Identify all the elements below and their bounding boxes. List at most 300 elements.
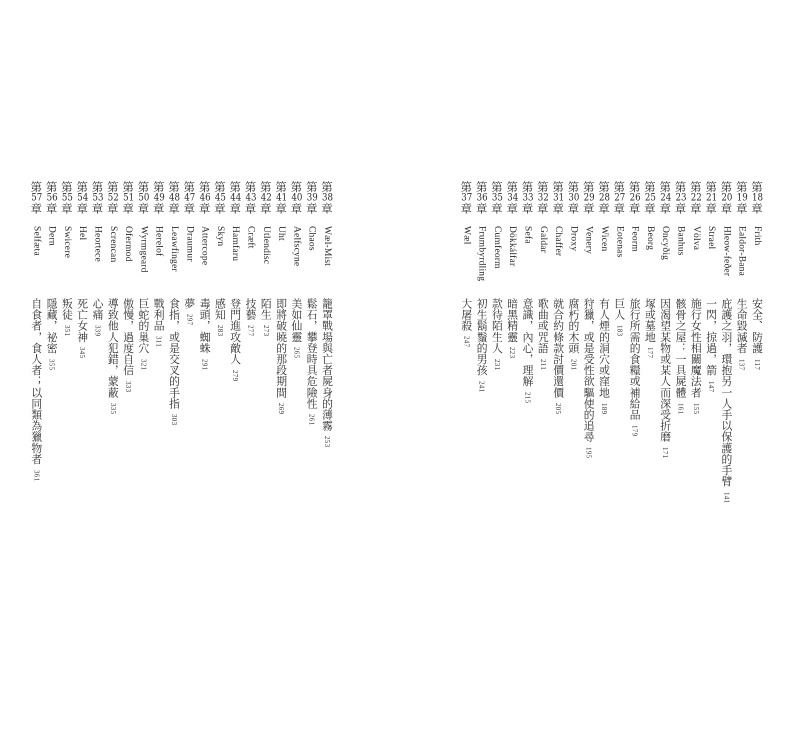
toc-entry	[475, 0, 489, 744]
chapter-gloss: 自食者，食人者；以同類為獵物者	[30, 298, 44, 465]
toc-entry	[167, 0, 181, 744]
chapter-prefix: 第	[688, 181, 703, 193]
chapter-line	[566, 298, 580, 370]
chapter-line	[274, 298, 288, 414]
chapter-gloss: 生命毀滅者	[735, 298, 749, 354]
chapter-prefix: 第	[44, 181, 59, 193]
chapter-number	[213, 181, 227, 214]
chapter-prefix: 第	[704, 181, 719, 193]
toc-entry	[136, 0, 150, 744]
chapter-digits: 45	[214, 192, 226, 203]
chapter-prefix: 第	[182, 181, 197, 193]
chapter-line	[244, 298, 258, 337]
chapter-suffix: 章	[581, 202, 596, 214]
chapter-line	[91, 298, 105, 337]
chapter-title: Chaffer	[553, 226, 564, 257]
chapter-number	[121, 181, 135, 214]
chapter-title: Beorg	[644, 226, 655, 251]
chapter-digits: 18	[752, 192, 763, 203]
chapter-line	[259, 298, 273, 337]
chapter-title: Swicere	[61, 226, 72, 258]
chapter-line	[75, 298, 89, 359]
chapter-digits: 36	[476, 192, 488, 203]
chapter-suffix: 章	[673, 202, 688, 214]
chapter-gloss: 大屠殺	[460, 298, 474, 332]
chapter-digits: 55	[61, 192, 73, 203]
chapter-suffix: 章	[566, 202, 581, 214]
chapter-prefix: 第	[459, 181, 474, 193]
chapter-number	[704, 181, 718, 214]
chapter-line	[612, 298, 626, 337]
chapter-gloss: 心痛	[91, 298, 105, 321]
chapter-line	[228, 298, 242, 381]
toc-entry	[29, 0, 43, 744]
chapter-prefix: 第	[258, 181, 273, 193]
chapter-digits: 22	[690, 192, 702, 203]
toc-entry	[735, 0, 749, 744]
chapter-gloss: 施行女性相關魔法者	[689, 298, 703, 398]
toc-entry	[182, 0, 196, 744]
chapter-suffix: 章	[258, 202, 273, 214]
chapter-line	[121, 298, 135, 392]
chapter-suffix: 章	[29, 202, 44, 214]
chapter-suffix: 章	[520, 202, 535, 214]
toc-entry	[75, 0, 89, 744]
chapter-digits: 35	[491, 192, 503, 203]
chapter-gloss: 巨蛇的巢穴	[137, 298, 151, 354]
chapter-suffix: 章	[243, 202, 258, 214]
chapter-suffix: 章	[719, 202, 734, 214]
chapter-number	[475, 181, 489, 214]
chapter-digits: 19	[736, 192, 748, 203]
chapter-line	[505, 298, 519, 359]
toc-entry	[121, 0, 135, 744]
toc-entry	[582, 0, 596, 744]
chapter-suffix: 章	[90, 202, 105, 214]
chapter-title: Hel	[77, 226, 88, 241]
chapter-suffix: 章	[151, 202, 166, 214]
page-number: 279	[231, 369, 240, 382]
chapter-suffix: 章	[136, 202, 151, 214]
chapter-gloss: 技藝	[244, 298, 258, 321]
page-number: 361	[32, 469, 41, 481]
chapter-gloss: 歌曲或咒語	[536, 298, 550, 354]
chapter-title: Chaos	[306, 226, 317, 251]
chapter-digits: 24	[660, 192, 672, 203]
chapter-gloss: 塚或墓地	[643, 298, 657, 343]
chapter-digits: 47	[184, 192, 196, 203]
toc-entry	[289, 0, 303, 744]
chapter-number	[152, 181, 166, 214]
toc-entry	[750, 0, 764, 744]
chapter-suffix: 章	[688, 202, 703, 214]
chapter-suffix: 章	[75, 202, 90, 214]
chapter-digits: 53	[92, 192, 104, 203]
chapter-prefix: 第	[289, 181, 304, 193]
chapter-line	[152, 298, 166, 347]
chapter-gloss: 籠罩戰場與亡者屍身的薄霧	[321, 298, 334, 432]
chapter-number	[182, 181, 196, 214]
chapter-title: Hamfaru	[230, 226, 241, 262]
chapter-title: Frumbyrdling	[476, 226, 487, 282]
chapter-prefix: 第	[719, 181, 734, 193]
toc-entry	[213, 0, 227, 744]
chapter-digits: 27	[614, 192, 626, 203]
chapter-number	[674, 181, 688, 214]
chapter-number	[551, 181, 565, 214]
chapter-digits: 38	[322, 192, 333, 203]
chapter-number	[136, 181, 150, 214]
toc-entry	[551, 0, 565, 744]
chapter-line	[674, 298, 688, 414]
chapter-prefix: 第	[304, 181, 319, 193]
chapter-title: Wæl	[461, 226, 472, 245]
page-number: 303	[170, 414, 178, 426]
chapter-gloss: 一閃，掠過，箭	[705, 298, 719, 376]
chapter-line	[597, 298, 611, 414]
chapter-digits: 37	[461, 192, 473, 203]
toc-entry	[658, 0, 672, 744]
page-number: 355	[47, 358, 56, 370]
chapter-prefix: 第	[750, 181, 764, 193]
chapter-number	[582, 181, 596, 214]
toc-entry	[459, 0, 473, 744]
right-page	[400, 0, 800, 744]
chapter-number	[566, 181, 580, 214]
chapter-gloss: 初生鬍鬚的男孩	[475, 298, 489, 376]
chapter-suffix: 章	[704, 202, 719, 214]
chapter-digits: 56	[46, 192, 58, 203]
toc-entry	[320, 0, 334, 744]
chapter-prefix: 第	[75, 181, 90, 193]
chapter-gloss: 腐朽的木頭	[567, 298, 581, 354]
chapter-title: Strael	[706, 226, 717, 250]
chapter-suffix: 章	[597, 202, 611, 214]
chapter-title: Frith	[752, 226, 762, 246]
chapter-prefix: 第	[29, 181, 44, 193]
toc-entry	[91, 0, 105, 744]
chapter-number	[75, 181, 89, 214]
chapter-line	[475, 298, 489, 392]
chapter-number	[628, 181, 642, 214]
chapter-gloss: 安全、防護	[751, 298, 764, 354]
chapter-line	[60, 298, 74, 337]
chapter-suffix: 章	[535, 202, 550, 214]
chapter-number	[597, 181, 611, 214]
chapter-suffix: 章	[274, 202, 289, 214]
chapter-digits: 52	[107, 192, 119, 203]
chapter-digits: 40	[291, 192, 303, 203]
chapter-prefix: 第	[228, 181, 243, 193]
chapter-title: Sefa	[522, 226, 533, 244]
chapter-title: Oncyðig	[660, 226, 671, 261]
chapter-gloss: 死亡女神	[76, 298, 90, 343]
chapter-line	[521, 298, 535, 403]
page-number: 265	[292, 347, 301, 359]
chapter-prefix: 第	[90, 181, 105, 193]
chapter-title: Wyrmgeard	[138, 226, 149, 273]
chapter-title: Leawfinger	[169, 226, 179, 272]
chapter-digits: 43	[245, 192, 257, 203]
chapter-title: Droxy	[568, 226, 579, 252]
chapter-line	[689, 298, 703, 414]
chapter-prefix: 第	[658, 181, 673, 193]
toc-entry	[152, 0, 166, 744]
chapter-prefix: 第	[551, 181, 566, 193]
chapter-line	[628, 298, 642, 437]
chapter-number	[198, 181, 212, 214]
chapter-prefix: 第	[167, 181, 181, 193]
chapter-line	[582, 298, 596, 459]
toc-entry	[106, 0, 120, 744]
chapter-digits: 21	[706, 192, 718, 203]
chapter-line	[182, 298, 196, 326]
chapter-suffix: 章	[459, 202, 474, 214]
page-number: 231	[492, 358, 501, 370]
chapter-number	[643, 181, 657, 214]
chapter-digits: 20	[721, 192, 733, 203]
chapter-suffix: 章	[505, 202, 520, 214]
chapter-suffix: 章	[642, 202, 657, 214]
chapter-gloss: 感知	[213, 298, 227, 321]
chapter-digits: 25	[644, 192, 656, 203]
chapter-digits: 39	[306, 192, 318, 203]
chapter-suffix: 章	[304, 202, 319, 214]
toc-entry	[244, 0, 258, 744]
chapter-suffix: 章	[658, 202, 673, 214]
chapter-line	[198, 298, 212, 370]
chapter-gloss: 因渴望某物或某人而深受折磨	[659, 298, 673, 443]
chapter-number	[719, 181, 733, 214]
chapter-prefix: 第	[197, 181, 212, 193]
chapter-line	[106, 298, 120, 414]
chapter-line	[320, 298, 334, 448]
page-number: 277	[246, 325, 255, 337]
chapter-title: Cumfeorm	[491, 226, 502, 269]
chapter-line	[459, 298, 473, 348]
chapter-title: Screncan	[107, 226, 118, 263]
chapter-gloss: 導致他人犯錯，蒙蔽	[106, 298, 120, 398]
chapter-suffix: 章	[489, 202, 504, 214]
chapter-line	[735, 298, 749, 370]
chapter-prefix: 第	[59, 181, 74, 193]
toc-entry	[674, 0, 688, 744]
chapter-suffix: 章	[59, 202, 74, 214]
toc-entry	[566, 0, 580, 744]
chapter-title: Banhus	[675, 226, 686, 256]
chapter-gloss: 意識，內心，理解	[521, 298, 535, 387]
page-number: 291	[200, 358, 209, 370]
page-number: 117	[753, 358, 761, 370]
chapter-digits: 31	[553, 192, 565, 203]
chapter-gloss: 夢	[183, 298, 197, 310]
chapter-number	[521, 181, 535, 214]
chapter-line	[719, 298, 733, 503]
chapter-number	[505, 181, 519, 214]
chapter-line	[551, 298, 565, 414]
chapter-suffix: 章	[212, 202, 227, 214]
chapter-number	[536, 181, 550, 214]
chapter-digits: 33	[522, 192, 534, 203]
chapter-gloss: 狩獵，或是受性欲驅使的追尋	[582, 298, 596, 443]
chapter-digits: 51	[123, 192, 135, 203]
chapter-suffix: 章	[551, 202, 566, 214]
page-number: 171	[661, 447, 670, 459]
chapter-gloss: 戰利品	[152, 298, 166, 332]
chapter-suffix: 章	[167, 202, 181, 214]
chapter-suffix: 章	[627, 202, 642, 214]
chapter-gloss: 美如仙靈	[290, 298, 304, 343]
chapter-number	[305, 181, 319, 214]
chapter-number	[259, 181, 273, 214]
chapter-digits: 57	[31, 192, 43, 203]
chapter-suffix: 章	[289, 202, 304, 214]
page-number: 311	[154, 336, 163, 348]
chapter-gloss: 款待陌生人	[490, 298, 504, 354]
chapter-line	[305, 298, 319, 425]
chapter-gloss: 食指，或是交叉的手指	[168, 298, 181, 409]
chapter-prefix: 第	[566, 181, 581, 193]
page-number: 141	[722, 491, 731, 504]
chapter-prefix: 第	[243, 181, 258, 193]
chapter-prefix: 第	[597, 181, 611, 193]
chapter-gloss: 隱藏，祕密	[45, 298, 59, 354]
toc-entry	[198, 0, 212, 744]
chapter-title: Venery	[583, 226, 594, 255]
chapter-title: Attercope	[199, 226, 210, 266]
page-number: 297	[185, 314, 194, 326]
chapter-number	[244, 181, 258, 214]
chapter-line	[658, 298, 672, 459]
chapter-number	[320, 181, 334, 214]
chapter-title: Galdar	[537, 226, 548, 254]
page-number: 201	[569, 358, 578, 370]
chapter-number	[612, 181, 626, 214]
chapter-digits: 32	[537, 192, 549, 203]
chapter-gloss: 巨人	[613, 298, 627, 321]
chapter-number	[689, 181, 703, 214]
toc-entry	[536, 0, 550, 744]
chapter-prefix: 第	[274, 181, 289, 193]
chapter-prefix: 第	[151, 181, 166, 193]
page-number: 183	[615, 325, 624, 337]
chapter-prefix: 第	[535, 181, 550, 193]
page-number: 339	[93, 325, 102, 337]
toc-entry	[704, 0, 718, 744]
chapter-title: Wæl-Mist	[322, 226, 332, 267]
chapter-suffix: 章	[121, 202, 136, 214]
chapter-gloss: 毒頭，蜘蛛	[198, 298, 212, 354]
toc-entry	[628, 0, 642, 744]
chapter-number	[274, 181, 288, 214]
chapter-number	[658, 181, 672, 214]
page-number: 211	[538, 358, 547, 370]
chapter-digits: 50	[138, 192, 150, 203]
chapter-digits: 23	[675, 192, 687, 203]
chapter-number	[106, 181, 120, 214]
toc-entry	[259, 0, 273, 744]
chapter-number	[29, 181, 43, 214]
chapter-gloss: 庇護之羽，環抱另一人手以保護的手臂	[720, 298, 734, 487]
chapter-suffix: 章	[750, 202, 764, 214]
page-number: 155	[691, 402, 700, 415]
chapter-number	[459, 181, 473, 214]
chapter-number	[45, 181, 59, 214]
toc-entry	[719, 0, 733, 744]
toc-entry	[305, 0, 319, 744]
chapter-suffix: 章	[182, 202, 197, 214]
chapter-digits: 46	[199, 192, 211, 203]
toc-entry	[505, 0, 519, 744]
toc-entry	[45, 0, 59, 744]
chapter-gloss: 骸骨之屋：一具屍體	[674, 298, 688, 398]
chapter-suffix: 章	[612, 202, 627, 214]
chapter-line	[45, 298, 59, 370]
chapter-prefix: 第	[474, 181, 489, 193]
page-number: 177	[645, 347, 654, 359]
chapter-title: Ealdor-Bana	[736, 226, 747, 277]
chapter-title: Heortece	[92, 226, 103, 262]
chapter-title: Cræft	[245, 226, 256, 249]
page-number: 247	[462, 336, 471, 348]
chapter-gloss: 鬆石，攀登時具危險性	[305, 298, 319, 409]
chapter-title: Skyn	[214, 226, 225, 247]
chapter-gloss: 叛徒	[60, 298, 74, 321]
chapter-prefix: 第	[520, 181, 535, 193]
toc-entry	[228, 0, 242, 744]
chapter-prefix: 第	[505, 181, 520, 193]
chapter-number	[490, 181, 504, 214]
chapter-gloss: 傲慢，過度自信	[122, 298, 136, 376]
chapter-prefix: 第	[489, 181, 504, 193]
chapter-line	[29, 298, 43, 481]
page-number: 215	[523, 391, 532, 404]
toc-entry	[689, 0, 703, 744]
page-number: 205	[554, 402, 563, 415]
chapter-title: Uht	[276, 226, 287, 241]
page-number: 241	[477, 380, 486, 393]
chapter-prefix: 第	[581, 181, 596, 193]
chapter-digits: 26	[629, 192, 641, 203]
chapter-prefix: 第	[642, 181, 657, 193]
chapter-title: Hleow-feðer	[721, 226, 732, 277]
toc-entry	[521, 0, 535, 744]
chapter-gloss: 有人煙的洞穴或窪地	[598, 298, 611, 398]
chapter-line	[289, 298, 303, 359]
toc-entry	[274, 0, 288, 744]
toc-entry	[60, 0, 74, 744]
chapter-gloss: 陌生	[259, 298, 273, 321]
toc-entry	[597, 0, 611, 744]
chapter-line	[750, 298, 764, 370]
chapter-line	[213, 298, 227, 337]
chapter-title: Dökkálfar	[507, 226, 518, 267]
chapter-prefix: 第	[612, 181, 627, 193]
chapter-title: Völva	[690, 226, 701, 251]
chapter-prefix: 第	[212, 181, 227, 193]
chapter-line	[704, 298, 718, 392]
page-number: 273	[261, 325, 270, 337]
chapter-line	[643, 298, 657, 359]
chapter-title: Utlendisc	[260, 226, 271, 265]
page-number: 137	[737, 358, 746, 370]
chapter-number	[750, 181, 764, 214]
chapter-suffix: 章	[474, 202, 489, 214]
chapter-title: Aelfscyne	[291, 226, 302, 267]
toc-entry	[612, 0, 626, 744]
chapter-suffix: 章	[105, 202, 120, 214]
chapter-prefix: 第	[734, 181, 749, 193]
